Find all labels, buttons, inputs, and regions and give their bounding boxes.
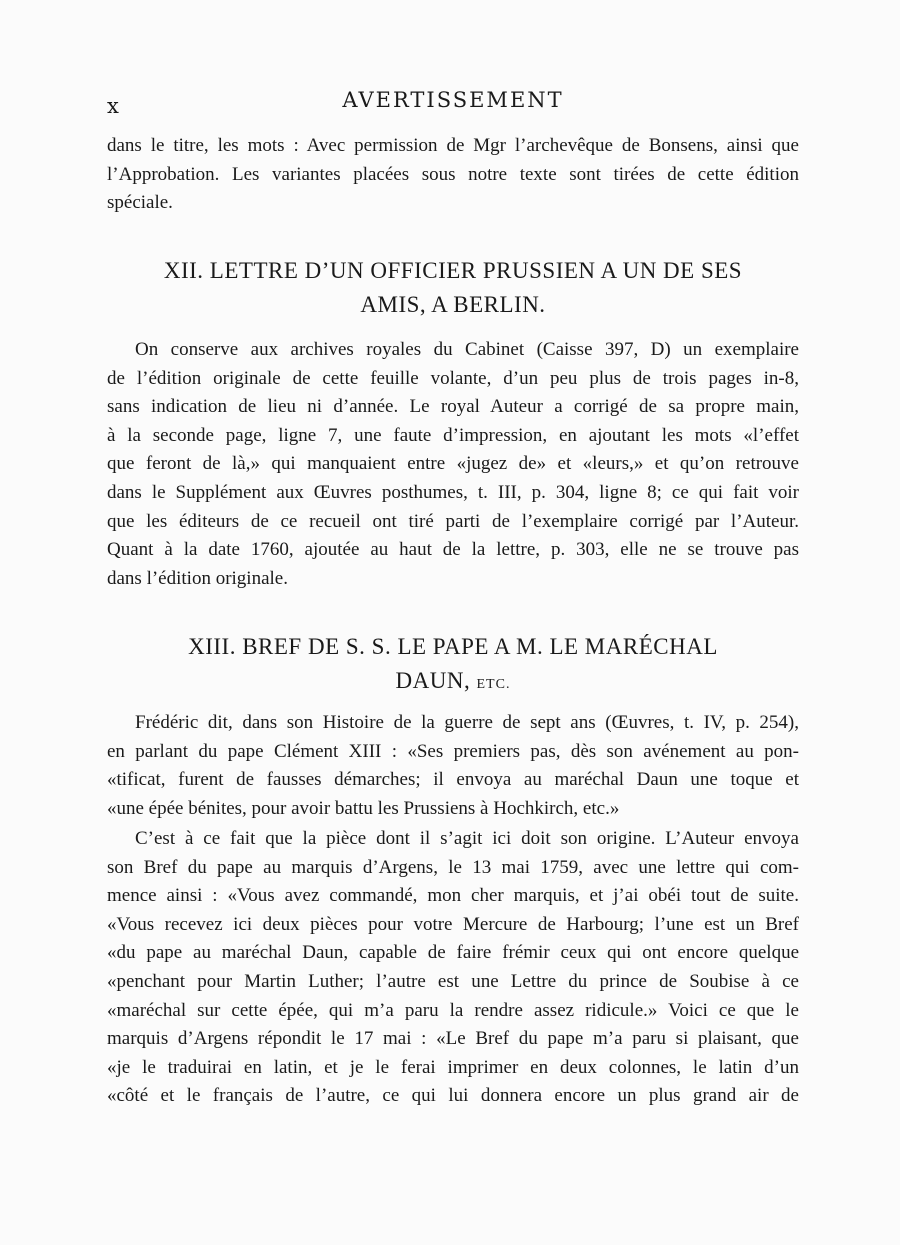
text-line: à la seconde page, ligne 7, une faute d’impression, en ajoutant les mots «l’effet	[107, 424, 799, 446]
text-line: dans le Supplément aux Œuvres posthumes, t. III, p. 304, ligne 8; ce qui fait voir	[107, 481, 799, 503]
heading-line: XIII. BREF DE S. S. LE PAPE A M. LE MARÉCHAL	[188, 634, 718, 659]
text-line: de l’édition originale de cette feuille volante, d’un peu plus de trois pages in-8,	[107, 367, 799, 389]
section-xiii-heading	[107, 630, 799, 702]
text-line: que les éditeurs de ce recueil ont tiré parti de l’exemplaire corrigé par l’Auteur.	[107, 510, 799, 532]
text-line: l’Approbation. Les variantes placées sous notre texte sont tirées de cette édition	[107, 163, 799, 185]
text-line: On conserve aux archives royales du Cabinet (Caisse 397, D) un exemplaire	[135, 339, 799, 360]
section-xiii-paragraph-2	[107, 825, 799, 1111]
heading-line: XII. LETTRE D’UN OFFICIER PRUSSIEN A UN DE SES	[163, 258, 743, 283]
text-line: «tificat, furent de fausses démarches; il envoya au maréchal Daun une toque et	[107, 769, 799, 791]
heading-line: AMIS, A BERLIN.	[360, 292, 546, 317]
text-line: mence ainsi : «Vous avez commandé, mon cher marquis, et j’ai obéi tout de suite.	[107, 885, 799, 907]
text-line: marquis d’Argens répondit le 17 mai : «Le Bref du pape m’a paru si plaisant, que	[107, 1028, 799, 1050]
text-line: dans le titre, les mots : Avec permission de Mgr l’archevêque de Bonsens, ainsi que	[107, 135, 799, 156]
intro-paragraph	[107, 132, 799, 218]
text-line: C’est à ce fait que la pièce dont il s’agit ici doit son origine. L’Auteur envoya	[135, 828, 799, 849]
section-xiii-paragraph-1	[107, 709, 799, 823]
heading-line	[107, 664, 799, 702]
heading-main: DAUN,	[395, 668, 477, 693]
running-title: AVERTISSEMENT	[342, 88, 564, 112]
text-line: son Bref du pape au marquis d’Argens, le 13 mai 1759, avec une lettre qui com-	[107, 856, 799, 878]
text-line: sans indication de lieu ni d’année. Le royal Auteur a corrigé de sa propre main,	[107, 396, 799, 418]
text-line: «Vous recevez ici deux pièces pour votre Mercure de Harbourg; l’une est un Bref	[107, 913, 799, 935]
text-line: «du pape au maréchal Daun, capable de faire frémir ceux qui ont encore quelque	[107, 942, 799, 964]
text-line: «penchant pour Martin Luther; l’autre est une Lettre du prince de Soubise à ce	[107, 970, 799, 992]
text-line: «une épée bénites, pour avoir battu les Prussiens à Hochkirch, etc.»	[107, 797, 620, 819]
text-line: spéciale.	[107, 192, 173, 214]
text-line: Frédéric dit, dans son Histoire de la guerre de sept ans (Œuvres, t. IV, p. 254),	[135, 712, 799, 733]
text-line: dans l’édition originale.	[107, 567, 288, 589]
text-line: Quant à la date 1760, ajoutée au haut de la lettre, p. 303, elle ne se trouve pas	[107, 539, 799, 561]
heading-small-caps: ETC.	[476, 677, 511, 692]
text-line: «je le traduirai en latin, et je le ferai imprimer en deux colonnes, le latin d’un	[107, 1056, 799, 1078]
text-line: que feront de là,» qui manquaient entre «jugez de» et «leurs,» et qu’on retrouve	[107, 453, 799, 475]
text-line: «maréchal sur cette épée, qui m’a paru la rendre assez ridicule.» Voici ce que le	[107, 999, 799, 1021]
section-xii-heading	[107, 254, 799, 322]
section-xii-paragraph	[107, 336, 799, 593]
page-number: x	[107, 94, 119, 118]
text-line: en parlant du pape Clément XIII : «Ses premiers pas, dès son avénement au pon-	[107, 740, 799, 762]
text-line: «côté et le français de l’autre, ce qui lui donnera encore un plus grand air de	[107, 1085, 799, 1107]
running-head	[107, 88, 799, 122]
